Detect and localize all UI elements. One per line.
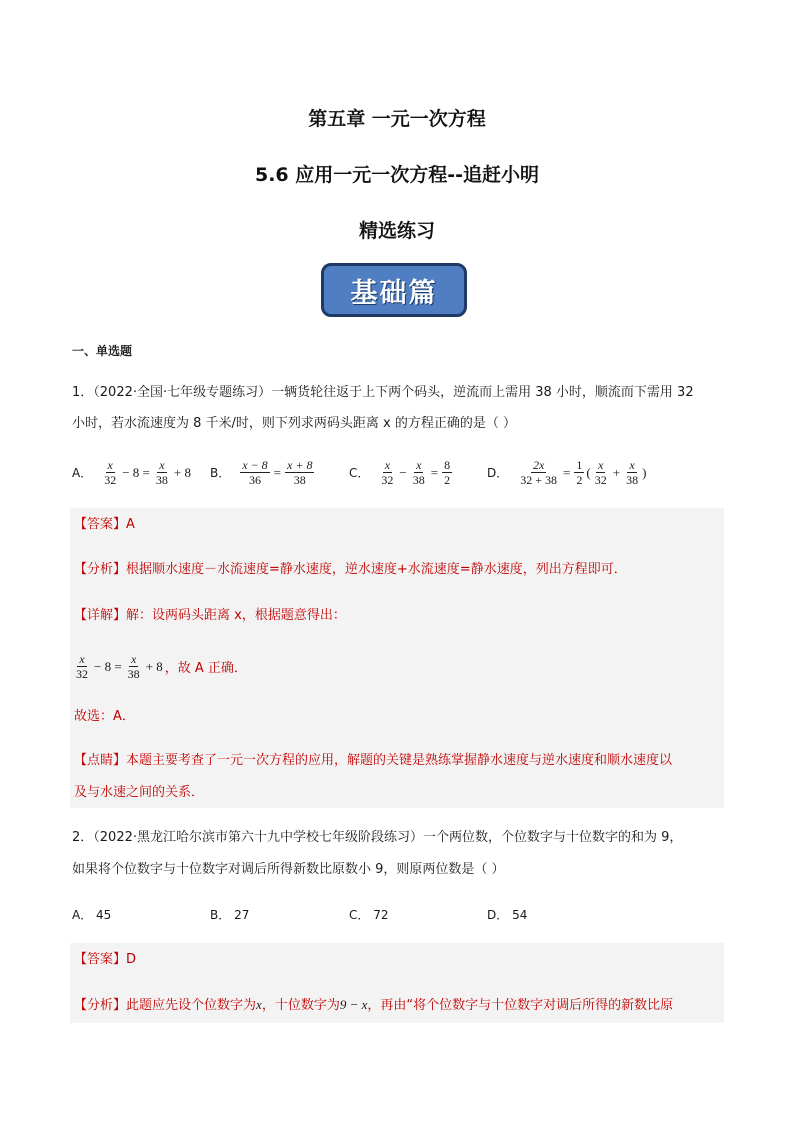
q1-option-d: D． $\frac{2x}{32 + 38}$ = $\frac{1}{2}$ ( $\frac{x}{32}$ + $\frac{x}{38}$ ) (487, 458, 647, 487)
q2-option-a: A． 45 (72, 908, 112, 922)
q2-option-c: C． 72 (349, 908, 389, 922)
q1-choice: 故选：A． (74, 709, 135, 724)
q2-stem-line2: 如果将个位数字与十位数字对调后所得新数比原数小 9，则原两位数是（ ） (72, 862, 505, 877)
q1-comment-line1: 【点睛】本题主要考查了一元一次方程的应用，解题的关键是熟练掌握静水速度与逆水速度和顺水速度以 (74, 753, 673, 768)
chapter-title: 第五章 一元一次方程 (308, 108, 486, 130)
subtitle: 精选练习 (358, 220, 435, 242)
q1-option-b: B． $\frac{x - 8}{36}$ = $\frac{x + 8}{38}$ (210, 458, 313, 487)
level-badge: 基础篇 (321, 263, 467, 317)
q1-comment-line2: 及与水速之间的关系． (74, 785, 205, 800)
section-title: 5.6 应用一元一次方程--追赶小明 (254, 164, 540, 186)
q1-answer: 【答案】A (74, 517, 135, 532)
q2-option-d: D． 54 (487, 908, 528, 922)
q1-option-a: A． $\frac{x}{32}$ − 8 = $\frac{x}{38}$ + 8 (72, 458, 191, 487)
q2-analysis: 【分析】此题应先设个位数字为x，十位数字为9 − x，再由“将个位数字与十位数字对调后所得的新数比原 (74, 997, 674, 1013)
q1-option-c: C． $\frac{x}{32}$ − $\frac{x}{38}$ = $\frac{8}{2}$ (349, 458, 451, 487)
q1-stem-line1: 1．（2022·全国·七年级专题练习）一辆货轮往返于上下两个码头，逆流而上需用 38 小时，顺流而下需用 32 (72, 385, 694, 400)
q1-detail-equation: $\frac{x}{32}$ − 8 = $\frac{x}{38}$ + 8 ，故 A 正确． (76, 652, 247, 681)
q1-stem-line2: 小时，若水流速度为 8 千米/时，则下列求两码头距离 x 的方程正确的是（ ） (72, 416, 517, 431)
q2-option-b: B． 27 (210, 908, 250, 922)
q1-analysis: 【分析】根据顺水速度－水流速度=静水速度，逆水速度+水流速度=静水速度，列出方程即可． (74, 562, 627, 577)
part-heading: 一、单选题 (72, 344, 133, 358)
q2-answer: 【答案】D (74, 952, 137, 967)
q1-detail: 【详解】解：设两码头距离 x，根据题意得出： (74, 608, 346, 623)
q2-stem-line1: 2．（2022·黑龙江哈尔滨市第六十九中学校七年级阶段练习）一个两位数，个位数字与十位数字的和为 9， (72, 830, 683, 845)
